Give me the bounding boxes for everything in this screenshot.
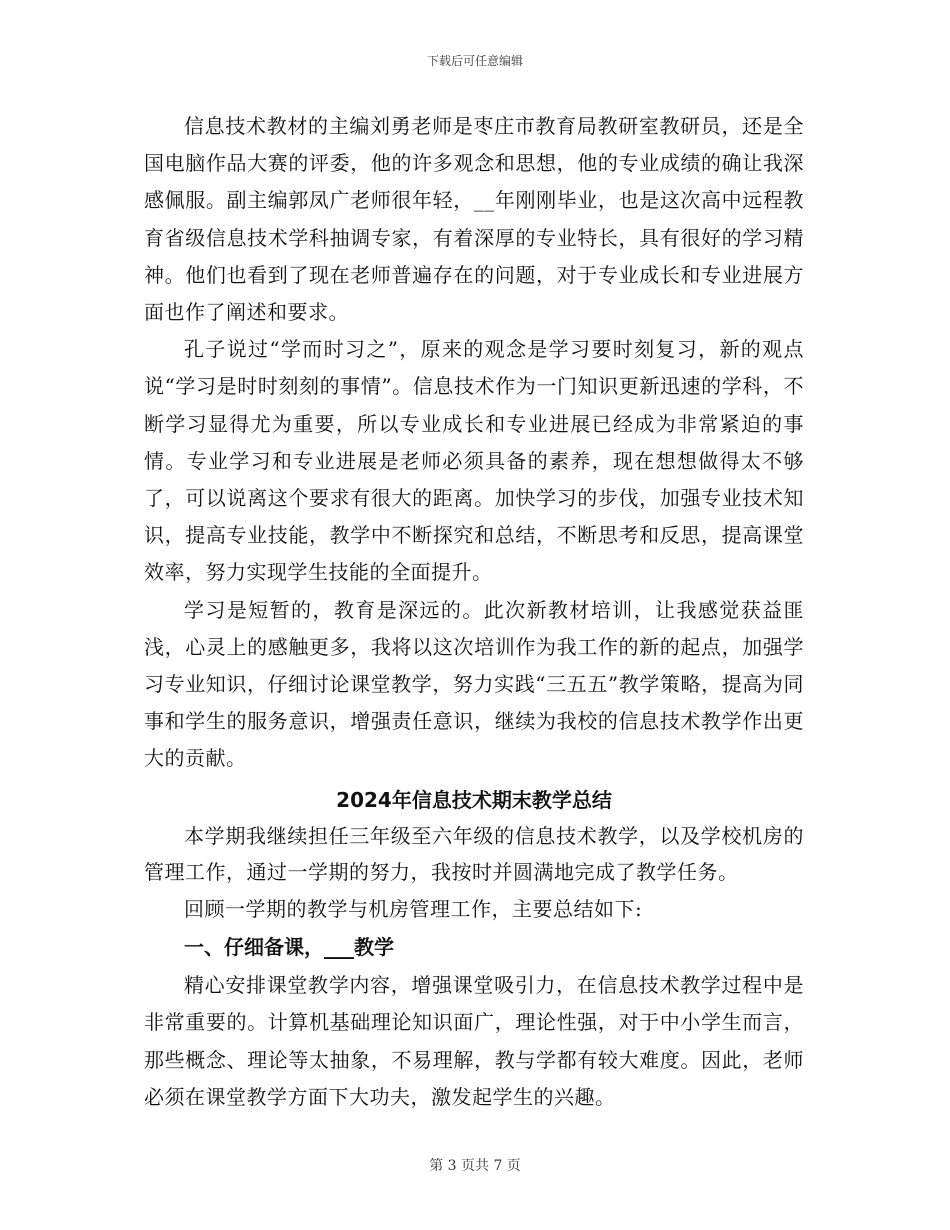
document-body bbox=[144, 108, 804, 1116]
paragraph-training: 学习是短暂的，教育是深远的。此次新教材培训，让我感觉获益匪浅，心灵上的感触更多，我将以这次培训作为我工作的新的起点，加强学习专业知识，仔细讨论课堂教学，努力实践“三五五”教学策略，提高为同事和学生的服务意识，增强责任意识，继续为我校的信息技术教学作出更大的贡献。 bbox=[144, 597, 804, 771]
paragraph-confucius: 孔子说过“学而时习之”，原来的观念是学习要时刻复习，新的观点说“学习是时时刻刻的事情”。信息技术作为一门知识更新迅速的学科，不断学习显得尤为重要，所以专业成长和专业进展已经成为非常紧迫的事情。专业学习和专业进展是老师必须具备的素养，现在想想做得太不够了，可以说离这个要求有很大的距离。加快学习的步伐，加强专业技术知识，提高专业技能，教学中不断探究和总结，不断思考和反思，提高课堂效率，努力实现学生技能的全面提升。 bbox=[144, 337, 804, 585]
page-header: 下载后可任意编辑 bbox=[426, 54, 523, 68]
section-title: 2024年信息技术期末教学总结 bbox=[336, 787, 612, 812]
subheading-prepare: 一、仔细备课，___教学 bbox=[184, 935, 394, 960]
paragraph-editors: 信息技术教材的主编刘勇老师是枣庄市教育局教研室教研员，还是全国电脑作品大赛的评委，他的许多观念和思想，他的专业成绩的确让我深感佩服。副主编郭凤广老师很年轻，__年刚刚毕业，也是这次高中远程教育省级信息技术学科抽调专家，有着深厚的专业特长，具有很好的学习精神。他们也看到了现在老师普遍存在的问题，对于专业成长和专业进展方面也作了阐述和要求。 bbox=[144, 114, 804, 325]
paragraph-classroom: 精心安排课堂教学内容，增强课堂吸引力，在信息技术教学过程中是非常重要的。计算机基础理论知识面广，理论性强，对于中小学生而言，那些概念、理论等太抽象，不易理解，教与学都有较大难度。因此，老师必须在课堂教学方面下大功夫，激发起学生的兴趣。 bbox=[144, 973, 804, 1109]
paragraph-review: 回顾一学期的教学与机房管理工作，主要总结如下: bbox=[184, 896, 643, 921]
paragraph-semester: 本学期我继续担任三年级至六年级的信息技术教学，以及学校机房的管理工作，通过一学期的努力，我按时并圆满地完成了教学任务。 bbox=[144, 823, 804, 885]
page-footer: 第 3 页共 7 页 bbox=[429, 1158, 521, 1174]
